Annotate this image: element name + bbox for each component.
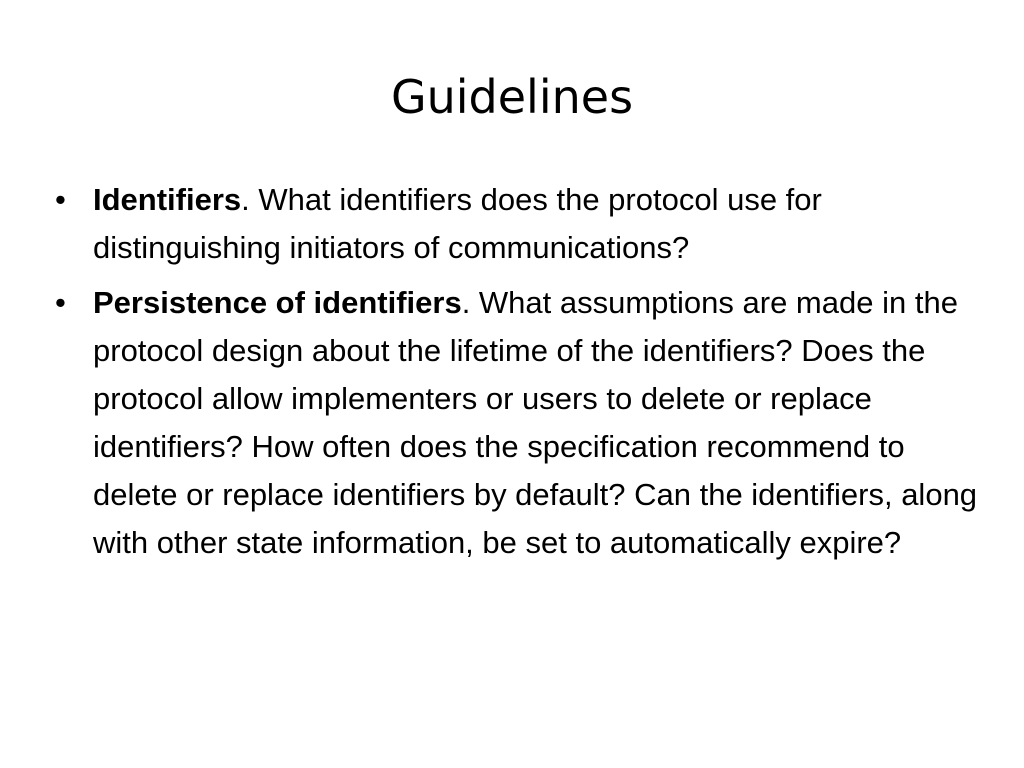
bullet-term: Identifiers (93, 182, 242, 217)
bullet-list (55, 176, 990, 574)
bullet-item-identifiers (55, 176, 990, 272)
bullet-text: . What identifiers does the protocol use for distinguishing initiators of communications? (93, 182, 822, 265)
bullet-item-persistence (55, 279, 990, 567)
bullet-term: Persistence of identifiers (93, 285, 462, 320)
bullet-text: . What assumptions are made in the protocol design about the lifetime of the identifiers? Does the protocol allow implementers or users to delete or replace identifiers? How often does the specification recommend to delete or replace identifiers by default? Can the identifiers, along with other state information, be set to automatically expire? (93, 285, 978, 560)
bullet-marker: • (55, 285, 66, 320)
bullet-marker: • (55, 182, 66, 217)
slide-title: Guidelines (390, 70, 634, 124)
